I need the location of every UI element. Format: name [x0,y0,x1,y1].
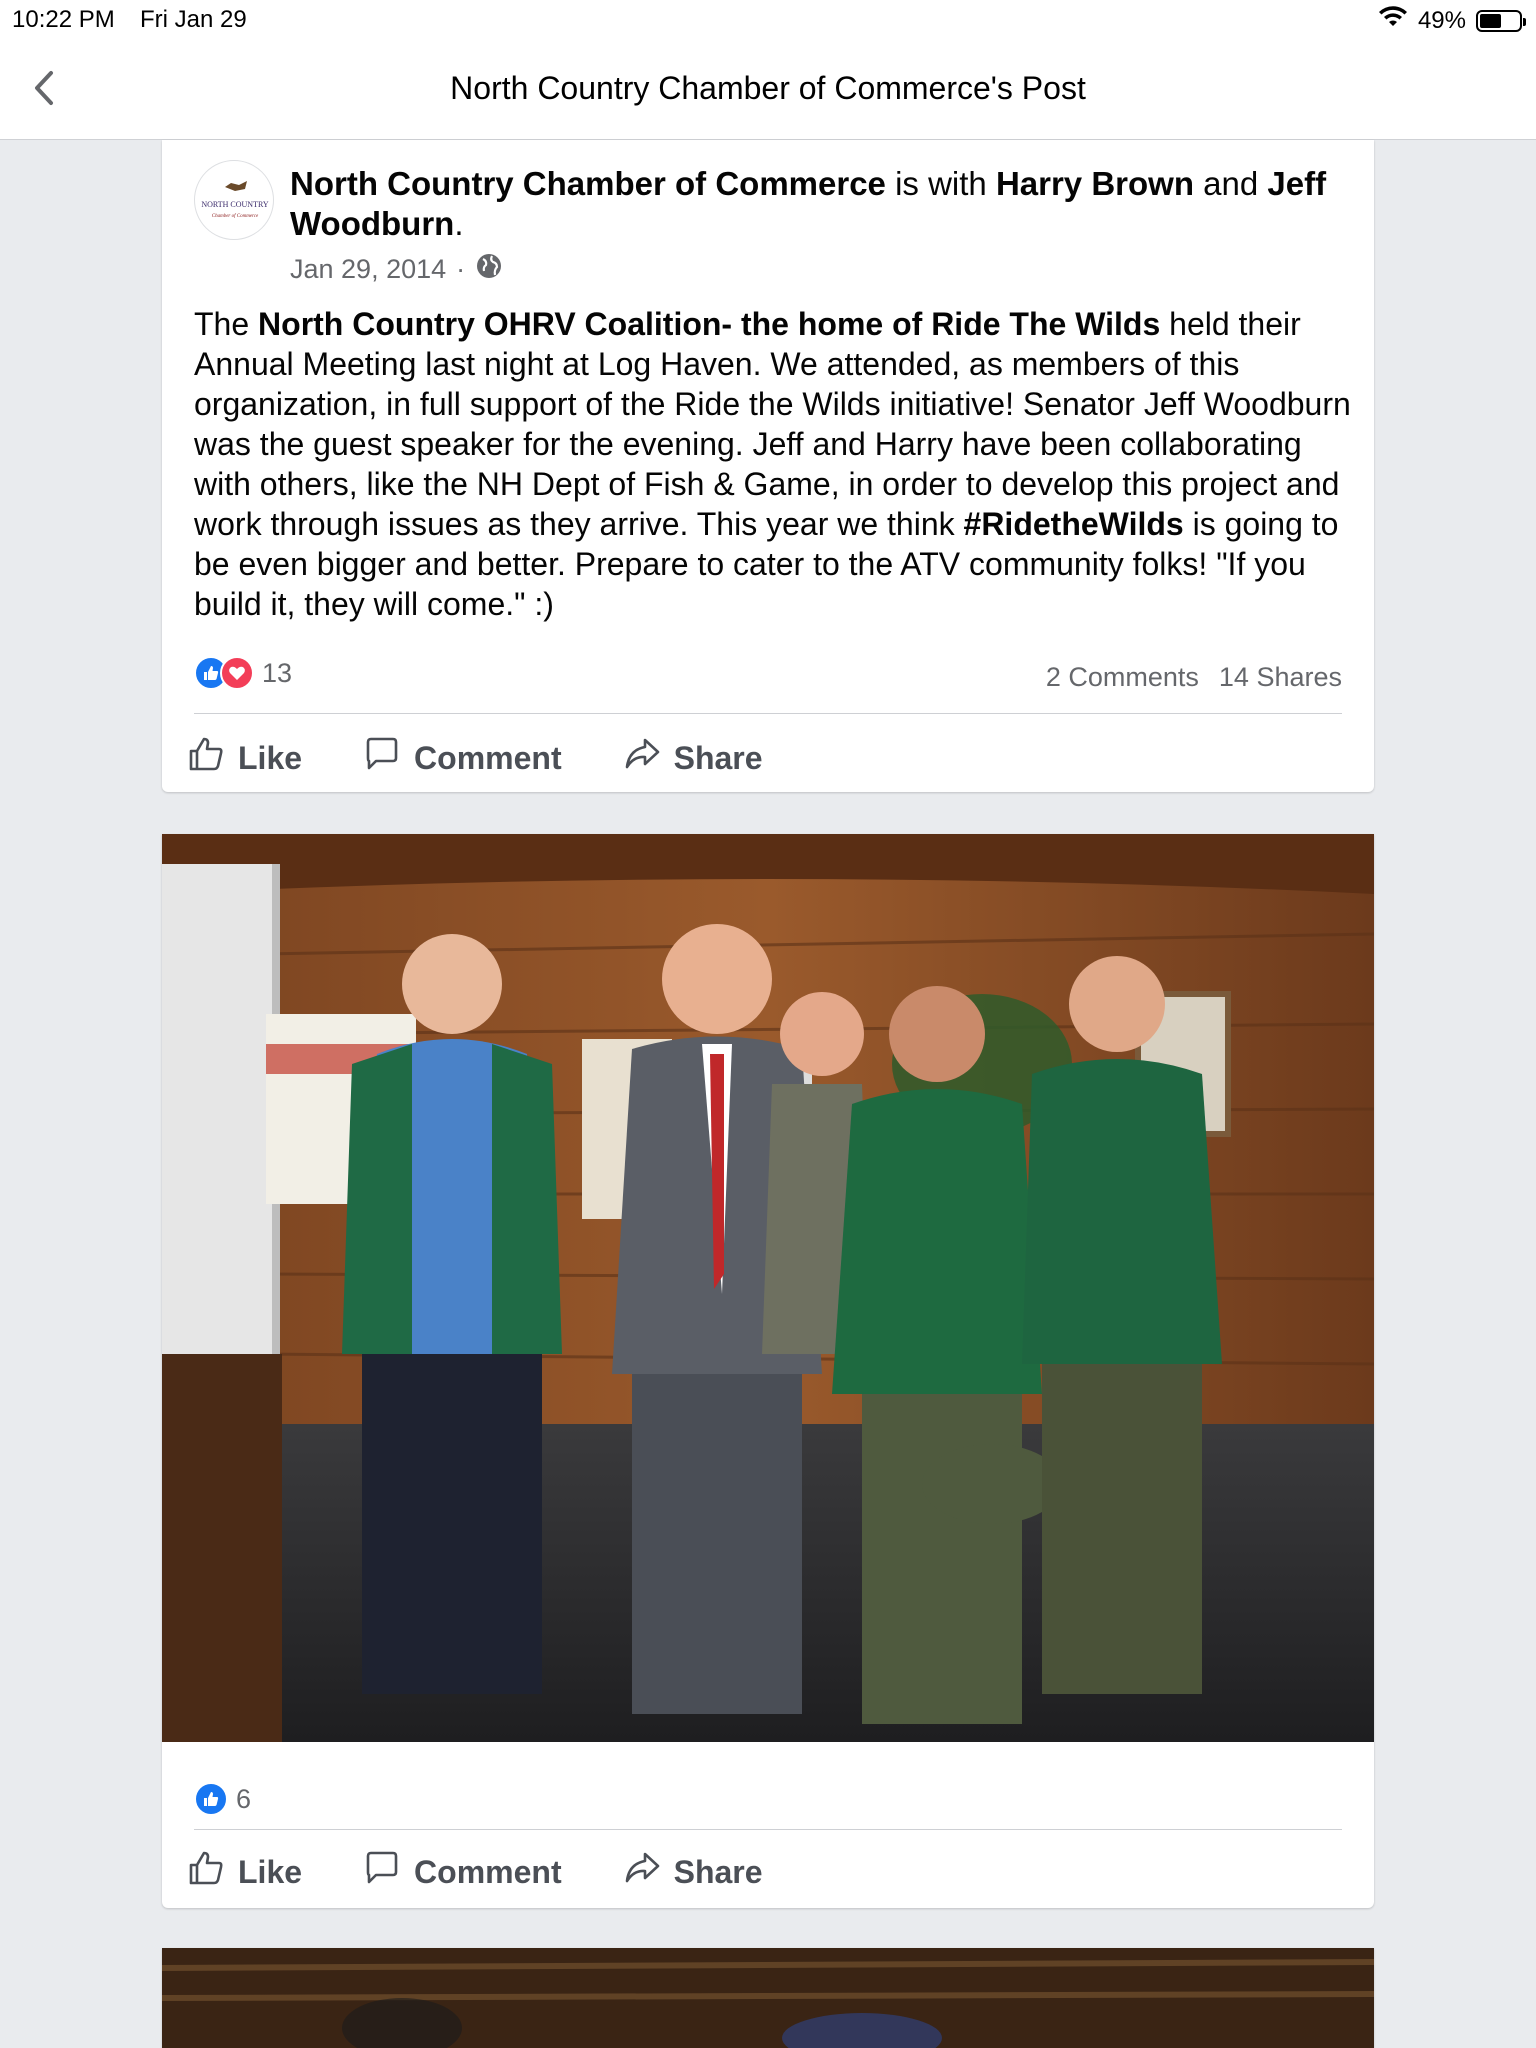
globe-icon [475,252,503,287]
photo-reaction-count: 6 [236,1783,252,1814]
thumbs-up-icon [186,1848,226,1896]
share-button[interactable] [622,728,763,788]
comment-icon [362,734,402,782]
tagged-user-2[interactable]: Jeff Woodburn [290,165,1327,242]
body-part-2: held their Annual Meeting last night at Log Haven. We attended, as members of this organization, in full support of the Ride the Wilds initiative! Senator Jeff Woodburn was the guest speaker for the evening. Jeff and Harry have been collaborating with others, like the NH Dept of Fish & Game, in order to develop this project and work through issues as they arrive. This year we think [194,306,1351,542]
avatar-logo-text: NORTH COUNTRY [201,200,269,209]
comment-label: Comment [414,739,562,776]
body-part-3: is going to be even bigger and better. Prepare to cater to the ATV community folks! "If you build it, they will come." :) [194,506,1339,622]
share-label: Share [673,739,763,776]
photo-card [162,834,1374,1908]
photo-comment-button[interactable] [362,1842,562,1902]
reaction-count: 13 [262,657,293,688]
next-photo-card[interactable] [162,1948,1374,2048]
photo-share-label: Share [673,1853,763,1890]
photo-comment-label: Comment [414,1853,562,1890]
post-actions [186,728,763,788]
like-label: Like [238,739,303,776]
photo-like-label: Like [238,1853,303,1890]
status-right [1378,6,1522,35]
photo-actions-divider [194,1829,1342,1830]
wifi-icon [1378,6,1408,35]
thumbs-up-icon [186,734,226,782]
and-text: and [1194,165,1268,202]
top-bar [0,0,1536,140]
share-arrow-icon [622,1848,662,1896]
meta-dot: · [456,254,466,284]
post-body [194,304,1354,624]
tagged-user-1[interactable]: Harry Brown [995,165,1194,202]
photo-share-button[interactable] [622,1842,763,1902]
photo-like-button[interactable] [186,1842,302,1902]
comments-count[interactable]: 2 Comments [1045,662,1199,692]
engagement-counts [1046,662,1342,693]
actions-divider [194,713,1342,714]
battery-icon [1476,10,1522,32]
author-name[interactable]: North Country Chamber of Commerce [290,165,886,202]
post-counts [194,656,1342,696]
group-photo[interactable] [162,834,1374,1742]
love-reaction-icon [220,656,254,690]
coalition-link[interactable]: North Country OHRV Coalition- the home of Ride The Wilds [258,306,1161,342]
page-title: North Country Chamber of Commerce's Post [450,70,1086,106]
with-text: is with [885,165,996,202]
body-part-1: The [194,306,259,342]
photo-reaction-summary[interactable] [194,1782,251,1816]
photo-like-reaction-icon [194,1782,228,1816]
reaction-summary[interactable] [194,656,292,690]
shares-count[interactable]: 14 Shares [1218,662,1342,692]
header-period: . [454,205,464,242]
battery-fill [1480,14,1501,28]
post-header [290,164,1330,244]
like-button[interactable] [186,728,302,788]
avatar-logo-subtext: Chamber of Commerce [211,214,259,219]
post-meta [290,252,503,287]
post-date[interactable]: Jan 29, 2014 [290,254,447,284]
battery-percent: 49% [1417,6,1466,34]
avatar[interactable] [194,160,274,240]
comment-button[interactable] [362,728,562,788]
share-arrow-icon [622,734,662,782]
status-date: Fri Jan 29 [140,6,247,33]
post-card [162,140,1374,792]
hashtag-link[interactable]: #RidetheWilds [963,506,1184,542]
status-time: 10:22 PM [12,6,115,33]
photo-actions [186,1842,763,1902]
status-bar [12,6,1524,36]
comment-icon [362,1848,402,1896]
